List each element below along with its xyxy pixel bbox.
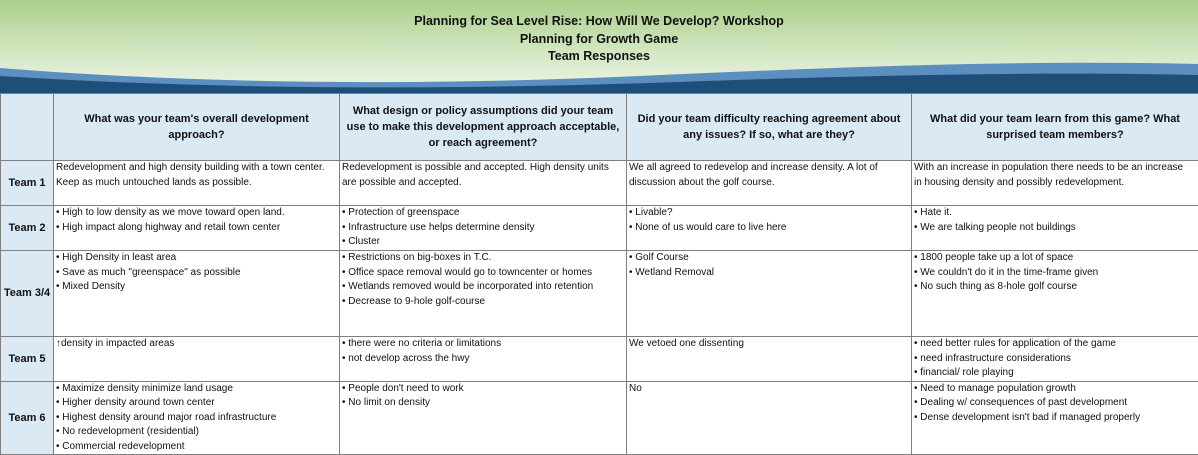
cell-line: Redevelopment and high density building with a town center. <box>56 161 337 176</box>
approach-cell <box>54 251 340 337</box>
cell-line: • need infrastructure considerations <box>914 352 1196 367</box>
cell-line: • not develop across the hwy <box>342 352 624 367</box>
column-header-learned: What did your team learn from this game? What surprised team members? <box>912 94 1198 161</box>
cell-line: discussion about the golf course. <box>629 176 909 191</box>
table-header-row <box>1 94 1198 161</box>
assumptions-cell <box>340 381 627 455</box>
table-row <box>1 251 1198 337</box>
title-banner <box>0 0 1198 93</box>
approach-cell <box>54 381 340 455</box>
learned-cell <box>912 206 1198 251</box>
learned-cell <box>912 161 1198 206</box>
column-header-difficulty: Did your team difficulty reaching agreement about any issues? If so, what are they? <box>627 94 912 161</box>
team-label: Team 6 <box>1 381 54 455</box>
cell-line: • People don't need to work <box>342 382 624 397</box>
cell-line: • there were no criteria or limitations <box>342 337 624 352</box>
team-label: Team 2 <box>1 206 54 251</box>
cell-line: • Wetland Removal <box>629 266 909 281</box>
cell-line: • Office space removal would go to towncenter or homes <box>342 266 624 281</box>
cell-line: • Commercial redevelopment <box>56 440 337 455</box>
cell-line: • Save as much "greenspace" as possible <box>56 266 337 281</box>
cell-line: Keep as much untouched lands as possible. <box>56 176 337 191</box>
cell-line: • High to low density as we move toward open land. <box>56 206 337 221</box>
cell-line: We vetoed one dissenting <box>629 337 909 352</box>
column-header-blank <box>1 94 54 161</box>
cell-line: • Dense development isn't bad if managed properly <box>914 411 1196 426</box>
table-row <box>1 161 1198 206</box>
cell-line: • None of us would care to live here <box>629 221 909 236</box>
column-header-approach: What was your team's overall development approach? <box>54 94 340 161</box>
assumptions-cell <box>340 251 627 337</box>
cell-line: No <box>629 382 909 397</box>
cell-line: • Decrease to 9-hole golf-course <box>342 295 624 310</box>
cell-line: • No redevelopment (residential) <box>56 425 337 440</box>
cell-line: • Mixed Density <box>56 280 337 295</box>
learned-cell <box>912 381 1198 455</box>
cell-line: • No such thing as 8-hole golf course <box>914 280 1196 295</box>
responses-table <box>0 93 1198 455</box>
table-row <box>1 206 1198 251</box>
cell-line: • We are talking people not buildings <box>914 221 1196 236</box>
cell-line: are possible and accepted. <box>342 176 624 191</box>
approach-cell <box>54 161 340 206</box>
cell-line: • Higher density around town center <box>56 396 337 411</box>
cell-line: • Maximize density minimize land usage <box>56 382 337 397</box>
difficulty-cell <box>627 337 912 382</box>
learned-cell <box>912 337 1198 382</box>
cell-line: • No limit on density <box>342 396 624 411</box>
cell-line: in housing density and possibly redevelopment. <box>914 176 1196 191</box>
cell-line: • Highest density around major road infrastructure <box>56 411 337 426</box>
cell-line: • Dealing w/ consequences of past development <box>914 396 1196 411</box>
cell-line: • Cluster <box>342 235 624 250</box>
cell-line: Redevelopment is possible and accepted. High density units <box>342 161 624 176</box>
approach-cell <box>54 206 340 251</box>
cell-line: • Need to manage population growth <box>914 382 1196 397</box>
page-subtitle-2: Team Responses <box>0 48 1198 66</box>
team-label: Team 5 <box>1 337 54 382</box>
cell-line: • Golf Course <box>629 251 909 266</box>
assumptions-cell <box>340 206 627 251</box>
team-label: Team 3/4 <box>1 251 54 337</box>
page-subtitle: Planning for Growth Game <box>0 31 1198 49</box>
learned-cell <box>912 251 1198 337</box>
cell-line: • Protection of greenspace <box>342 206 624 221</box>
cell-line: • High impact along highway and retail town center <box>56 221 337 236</box>
table-row <box>1 381 1198 455</box>
team-label: Team 1 <box>1 161 54 206</box>
difficulty-cell <box>627 206 912 251</box>
cell-line: We all agreed to redevelop and increase density. A lot of <box>629 161 909 176</box>
assumptions-cell <box>340 161 627 206</box>
cell-line: • We couldn't do it in the time-frame given <box>914 266 1196 281</box>
table-row <box>1 337 1198 382</box>
cell-line: • need better rules for application of the game <box>914 337 1196 352</box>
cell-line: • High Density in least area <box>56 251 337 266</box>
assumptions-cell <box>340 337 627 382</box>
difficulty-cell <box>627 381 912 455</box>
approach-cell <box>54 337 340 382</box>
difficulty-cell <box>627 161 912 206</box>
difficulty-cell <box>627 251 912 337</box>
cell-line: With an increase in population there needs to be an increase <box>914 161 1196 176</box>
cell-line: • Restrictions on big-boxes in T.C. <box>342 251 624 266</box>
cell-line: • Infrastructure use helps determine density <box>342 221 624 236</box>
cell-line: ↑density in impacted areas <box>56 337 337 352</box>
cell-line: • financial/ role playing <box>914 366 1196 381</box>
cell-line: • Livable? <box>629 206 909 221</box>
cell-line: • Wetlands removed would be incorporated into retention <box>342 280 624 295</box>
column-header-assumptions: What design or policy assumptions did your team use to make this development approach acceptable, or reach agreement? <box>340 94 627 161</box>
page-title: Planning for Sea Level Rise: How Will We Develop? Workshop <box>0 13 1198 31</box>
cell-line: • 1800 people take up a lot of space <box>914 251 1196 266</box>
cell-line: • Hate it. <box>914 206 1196 221</box>
